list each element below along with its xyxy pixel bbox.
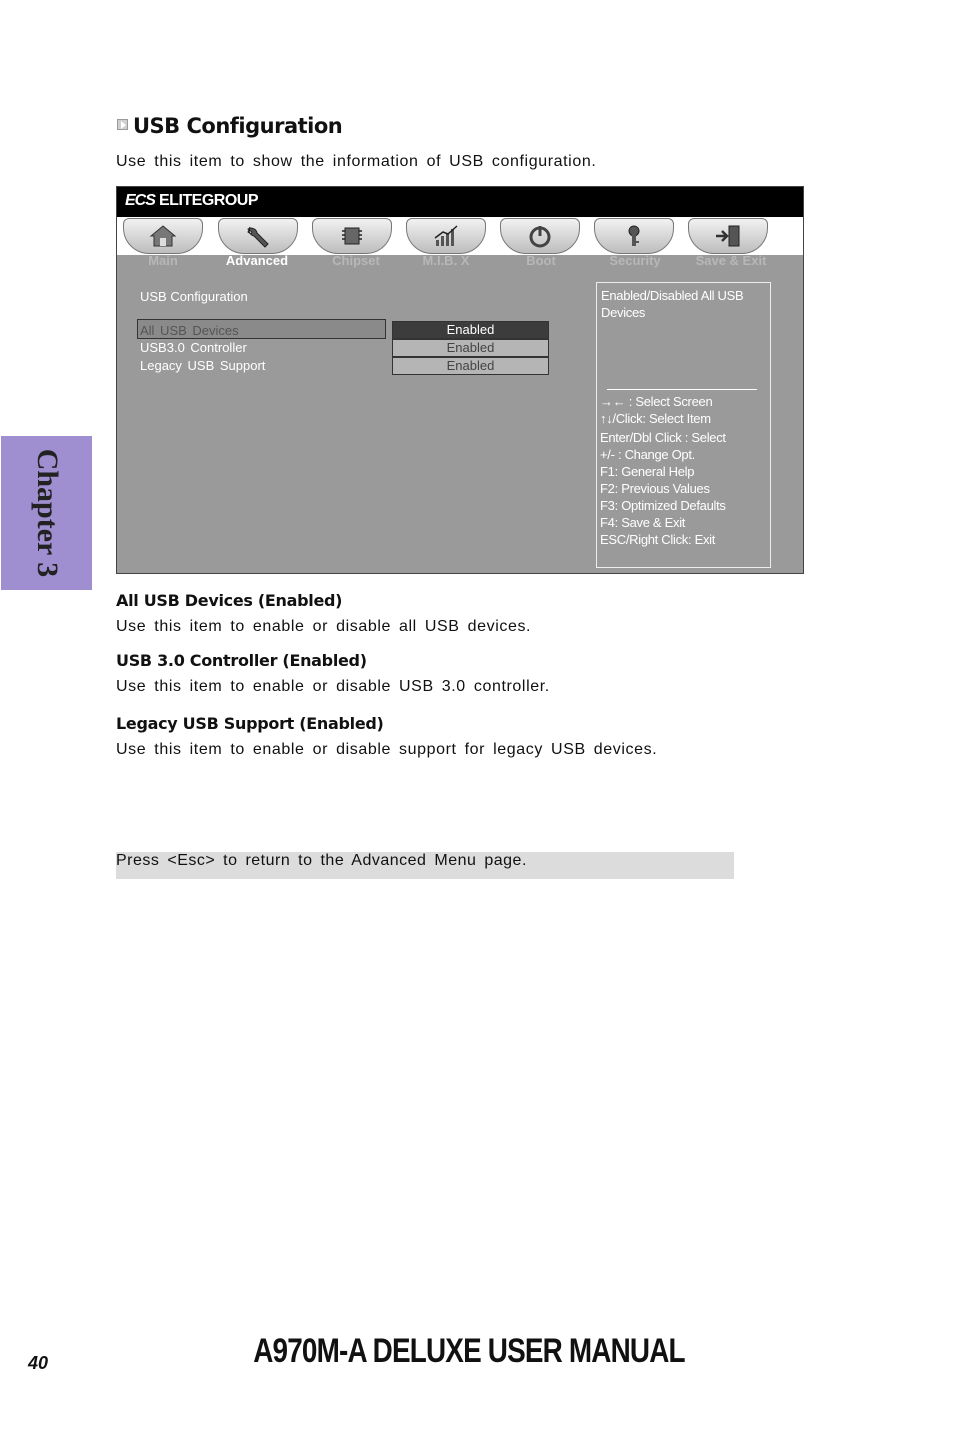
help-description: Enabled/Disabled All USB Devices bbox=[601, 288, 744, 320]
desc-title-all-usb-devices: All USB Devices (Enabled) bbox=[116, 591, 343, 610]
chip-icon[interactable] bbox=[312, 218, 392, 254]
help-key-select: Enter/Dbl Click : Select bbox=[600, 430, 726, 445]
help-key-exit: ESC/Right Click: Exit bbox=[600, 532, 716, 547]
help-key-change-opt: +/- : Change Opt. bbox=[600, 447, 695, 462]
help-key-general-help: F1: General Help bbox=[600, 464, 695, 479]
value-legacy-usb-support[interactable]: Enabled bbox=[392, 357, 549, 375]
home-icon[interactable] bbox=[123, 218, 203, 254]
item-usb30-controller[interactable]: USB3.0 Controller bbox=[140, 340, 247, 355]
bios-brand: ELITEGROUP bbox=[159, 192, 259, 209]
help-key-select-item: ↑↓/Click: Select Item bbox=[600, 411, 711, 426]
wrench-icon[interactable] bbox=[218, 218, 298, 254]
manual-title: A970M-A DELUXE USER MANUAL bbox=[253, 1332, 685, 1370]
help-key-optimized-defaults: F3: Optimized Defaults bbox=[600, 498, 726, 513]
bios-screenshot bbox=[116, 186, 804, 574]
item-all-usb-devices[interactable]: All USB Devices bbox=[140, 323, 239, 338]
desc-text-legacy-usb-support: Use this item to enable or disable support for legacy USB devices. bbox=[116, 741, 658, 758]
tab-boot[interactable]: Boot bbox=[526, 253, 556, 268]
item-legacy-usb-support[interactable]: Legacy USB Support bbox=[140, 358, 266, 373]
page-number: 40 bbox=[28, 1353, 49, 1373]
tab-main[interactable]: Main bbox=[148, 253, 178, 268]
desc-title-legacy-usb-support: Legacy USB Support (Enabled) bbox=[116, 714, 384, 733]
tab-advanced[interactable]: Advanced bbox=[225, 253, 289, 268]
ecs-logo: ECS bbox=[125, 192, 155, 209]
value-usb30-controller[interactable]: Enabled bbox=[392, 339, 549, 357]
help-panel bbox=[596, 282, 771, 568]
chart-icon[interactable] bbox=[406, 218, 486, 254]
section-title: USB Configuration bbox=[133, 114, 343, 138]
power-icon[interactable] bbox=[500, 218, 580, 254]
desc-title-usb30-controller: USB 3.0 Controller (Enabled) bbox=[116, 651, 367, 670]
tab-security[interactable]: Security bbox=[609, 253, 661, 268]
bios-title-bar bbox=[117, 187, 803, 217]
help-key-save-exit: F4: Save & Exit bbox=[600, 515, 686, 530]
help-divider bbox=[607, 389, 757, 390]
value-all-usb-devices[interactable]: Enabled bbox=[392, 321, 549, 339]
chapter-tab bbox=[1, 436, 92, 590]
section-marker-icon bbox=[117, 119, 128, 130]
tab-chipset[interactable]: Chipset bbox=[332, 253, 380, 268]
bios-page-heading: USB Configuration bbox=[140, 289, 248, 304]
chapter-label: Chapter 3 bbox=[31, 448, 64, 578]
help-key-previous-values: F2: Previous Values bbox=[600, 481, 710, 496]
help-key-select-screen: →← : Select Screen bbox=[600, 394, 713, 409]
desc-text-all-usb-devices: Use this item to enable or disable all USB devices. bbox=[116, 618, 532, 635]
esc-note: Press <Esc> to return to the Advanced Menu page. bbox=[116, 852, 734, 879]
section-intro: Use this item to show the information of USB configuration. bbox=[116, 153, 597, 170]
exit-icon[interactable] bbox=[688, 218, 768, 254]
tab-save-exit[interactable]: Save & Exit bbox=[695, 253, 767, 268]
tab-mibx[interactable]: M.I.B. X bbox=[422, 253, 470, 268]
desc-text-usb30-controller: Use this item to enable or disable USB 3.0 controller. bbox=[116, 678, 550, 695]
key-icon[interactable] bbox=[594, 218, 674, 254]
